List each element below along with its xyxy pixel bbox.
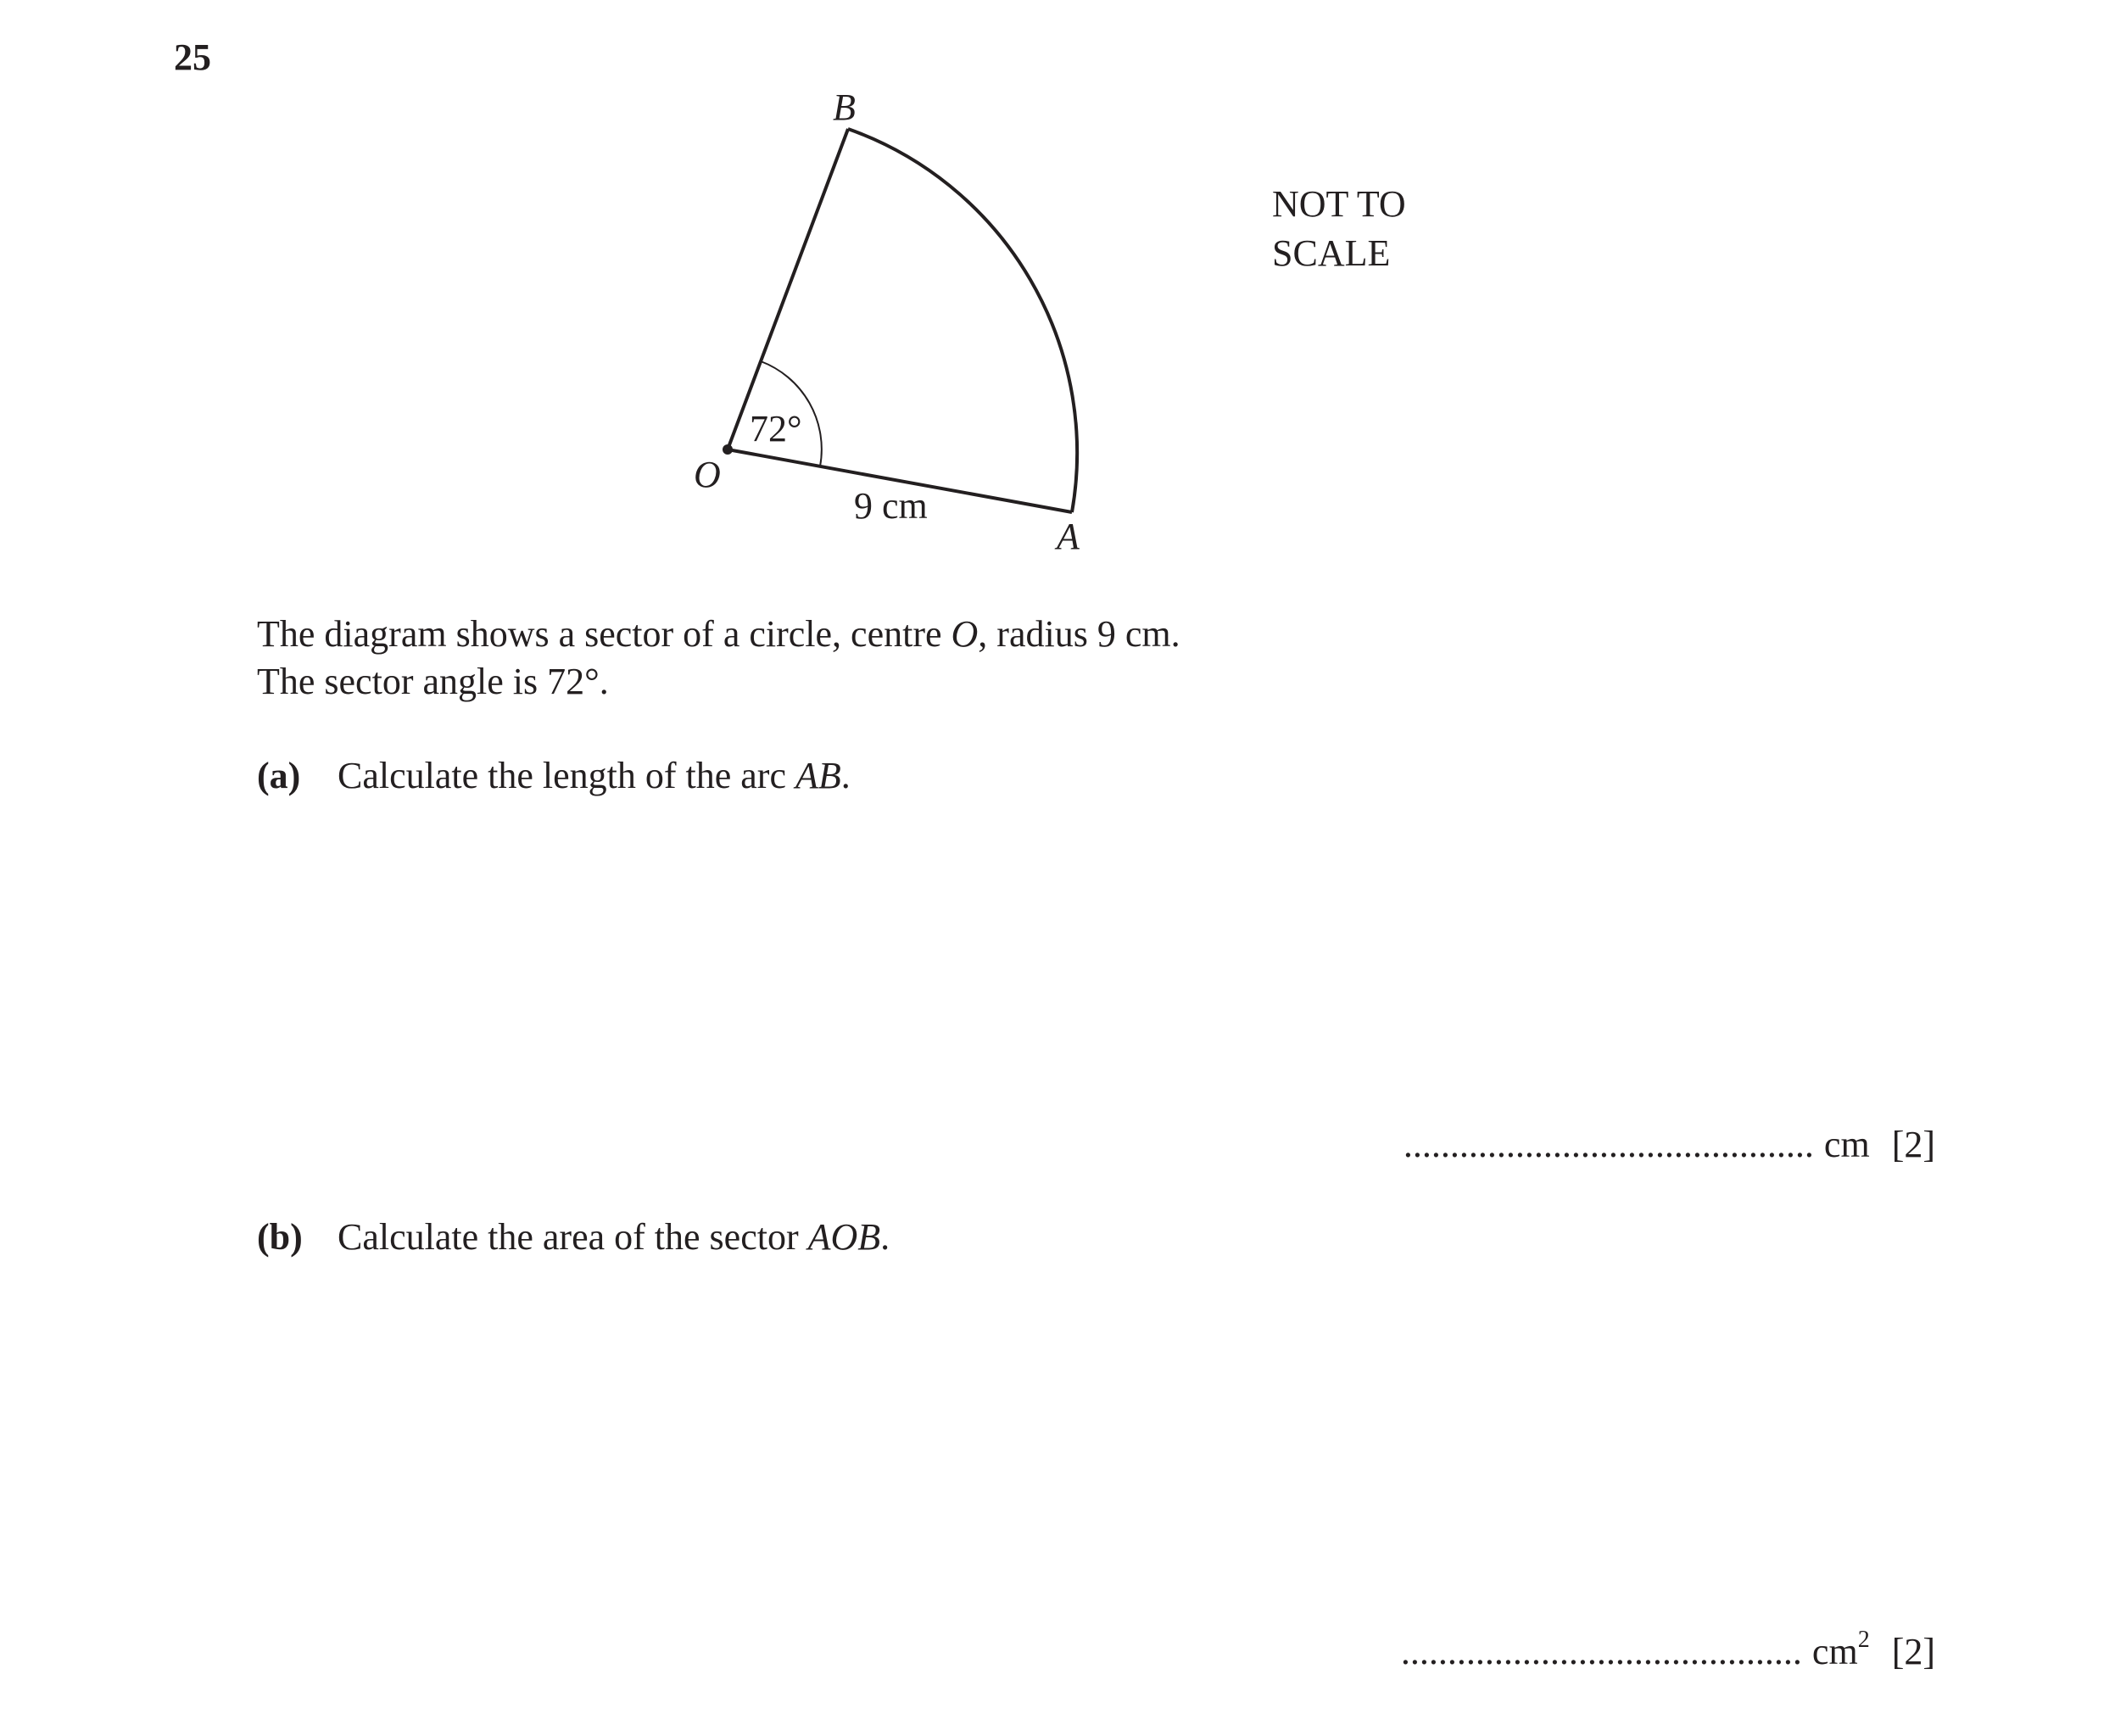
part-a-text: Calculate the length of the arc AB. <box>338 755 851 796</box>
label-o: O <box>694 454 721 495</box>
angle-label: 72° <box>750 408 802 449</box>
question-number: 25 <box>174 36 211 78</box>
answer-unit: $cm^2$ <box>1811 1627 1870 1672</box>
marks-label: [2] <box>1891 1631 1935 1672</box>
intro-line1: The diagram shows a sector of a circle, centre O, radius 9 cm. <box>257 613 1180 655</box>
not-to-scale-line2: SCALE <box>1272 232 1391 274</box>
arc-ab <box>848 129 1077 512</box>
not-to-scale-line1: NOT TO <box>1272 183 1406 225</box>
answer-unit: cm <box>1823 1124 1870 1165</box>
radius-ob <box>728 129 848 449</box>
question-intro <box>257 611 1180 706</box>
marks-label: [2] <box>1891 1124 1935 1165</box>
part-b-text: Calculate the area of the sector AOB. <box>338 1216 890 1258</box>
centre-point <box>723 444 733 455</box>
part-a-answer-line[interactable] <box>1404 1126 1935 1164</box>
intro-line2: The sector angle is 72°. <box>257 661 609 702</box>
label-b: B <box>833 87 856 128</box>
part-b-answer-line[interactable] <box>1400 1627 1935 1672</box>
label-a: A <box>1057 516 1080 557</box>
part-b-question <box>257 1216 890 1258</box>
radius-label: 9 cm <box>854 485 928 527</box>
not-to-scale-note <box>1272 180 1406 278</box>
part-a-label: (a) <box>257 755 301 796</box>
answer-dots[interactable]: ........................................... <box>1400 1631 1802 1672</box>
answer-dots[interactable]: ............................................ <box>1403 1124 1814 1165</box>
sector-diagram <box>0 0 2104 594</box>
part-b-label: (b) <box>257 1216 303 1258</box>
part-a-question <box>257 757 851 795</box>
